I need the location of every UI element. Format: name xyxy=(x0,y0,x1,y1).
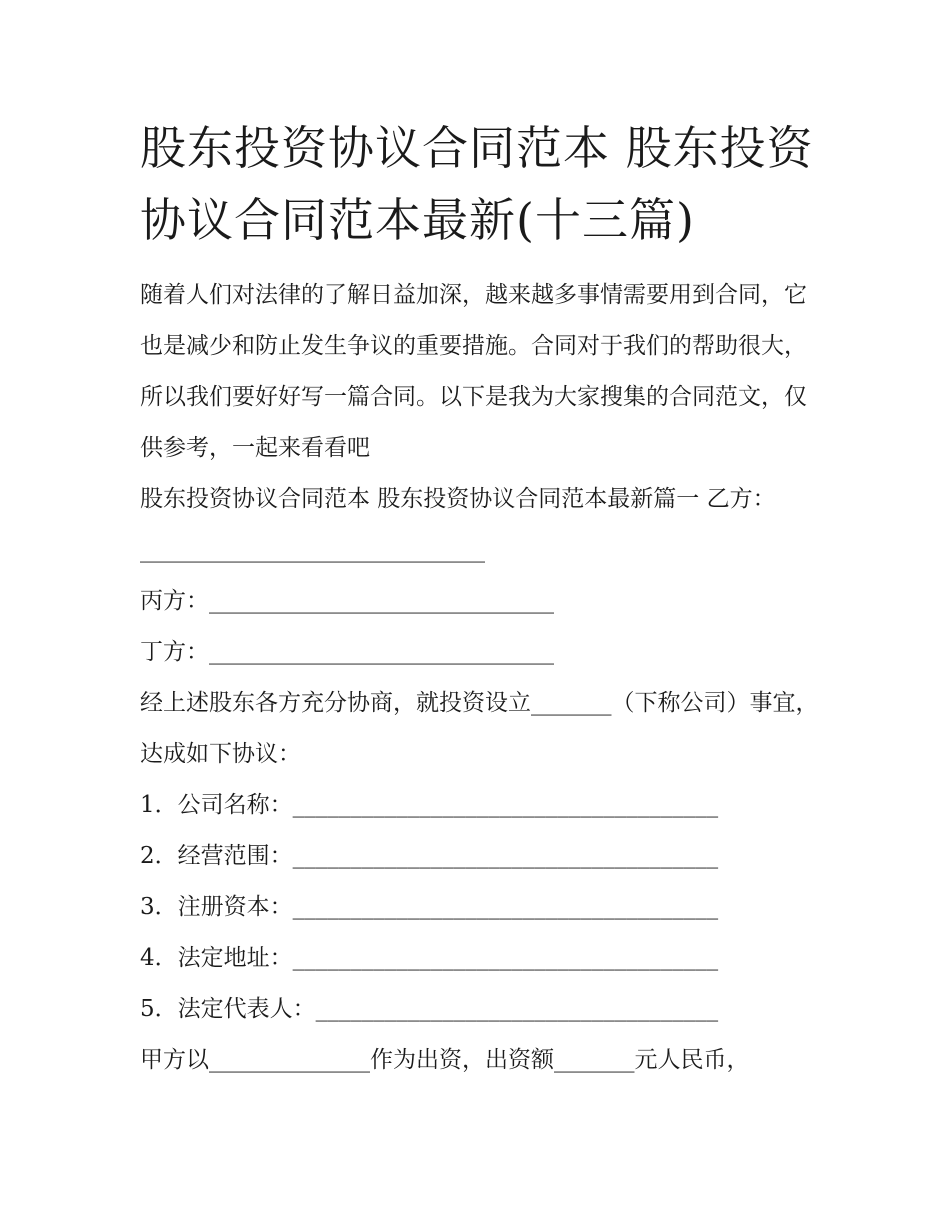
document-title: 股东投资协议合同范本 股东投资协议合同范本最新(十三篇) xyxy=(140,121,814,247)
item-legal-representative: 5．法定代表人：___________________________________ xyxy=(140,996,719,1022)
party-bing-line: 丙方：______________________________ xyxy=(140,588,554,614)
item-company-name: 1．公司名称：_____________________________________ xyxy=(140,792,719,818)
intro-paragraph: 随着人们对法律的了解日益加深，越来越多事情需要用到合同，它也是减少和防止发生争议的重要措施。合同对于我们的帮助很大，所以我们要好好写一篇合同。以下是我为大家搜集的合同范文，仅供参考，一起来看看吧 xyxy=(140,282,807,461)
consensus-paragraph: 经上述股东各方充分协商，就投资设立_______（下称公司）事宜，达成如下协议： xyxy=(140,690,819,767)
party-a-contribution-line: 甲方以______________作为出资，出资额_______元人民币， xyxy=(140,1047,750,1073)
item-legal-address: 4．法定地址：_____________________________________ xyxy=(140,945,719,971)
document-page xyxy=(140,112,820,1086)
item-business-scope: 2．经营范围：_____________________________________ xyxy=(140,843,719,869)
section-heading: 股东投资协议合同范本 股东投资协议合同范本最新篇一 乙方：______________________________ xyxy=(140,486,776,563)
party-ding-line: 丁方：______________________________ xyxy=(140,639,554,665)
item-registered-capital: 3．注册资本：_____________________________________ xyxy=(140,894,719,920)
